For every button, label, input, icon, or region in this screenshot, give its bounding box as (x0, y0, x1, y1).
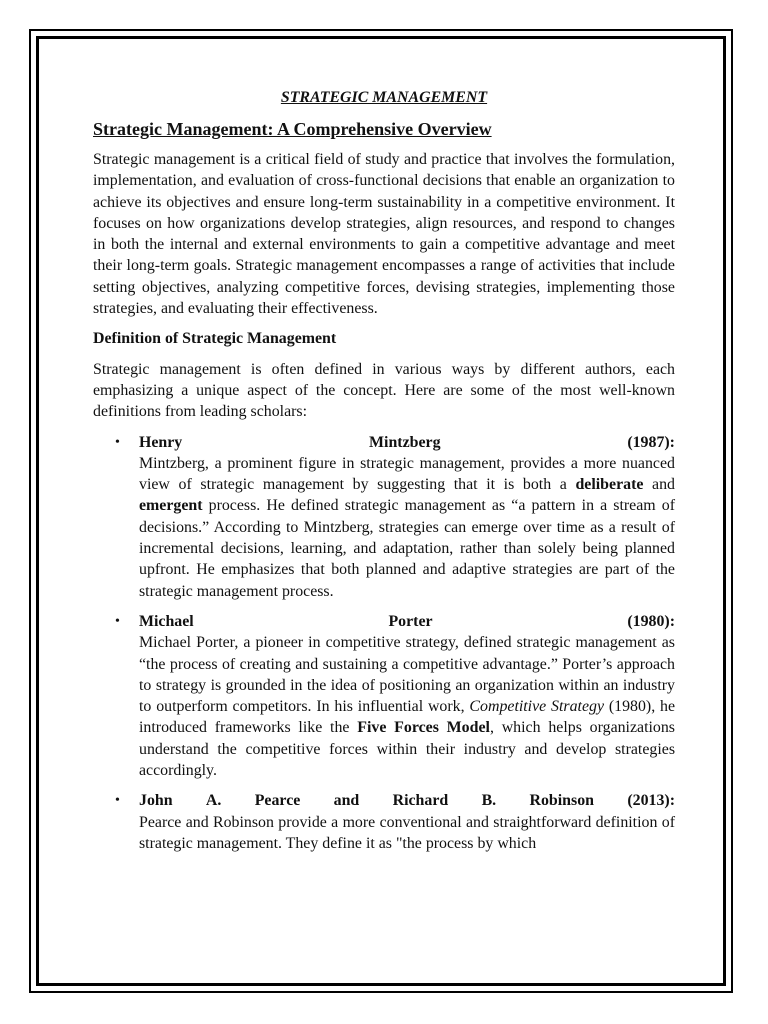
document-header: STRATEGIC MANAGEMENT (280, 89, 488, 106)
definition-author-heading (139, 432, 675, 453)
body-text: Pearce and Robinson provide a more conventional and straightforward definition of strategic management. They define it as "the process by which (139, 813, 675, 852)
body-text: Michael Porter, a pioneer in competitive strategy, defined strategic management as “the process of creating and sustaining a competitive advantage.” Porter’s approach to strategy is grounded in the idea of positioning an organization within an industry to outperform competitors. In his influential work, (139, 634, 675, 716)
bullet-icon: • (115, 613, 120, 629)
author-heading-word: A. (205, 792, 222, 810)
intro-paragraph: Strategic management is a critical field of study and practice that involves the formulation, implementation, and evaluation of cross-functional decisions that enable an organization to achieve its objectives and ensure long-term sustainability in a competitive environment. It focuses on how organizations develop strategies, align resources, and respond to changes in both the internal and external environments to gain a competitive advantage and meet their long-term goals. Strategic management encompasses a range of activities that include setting objectives, analyzing competitive forces, devising strategies, implementing those strategies, and evaluating their effectiveness. (93, 151, 675, 318)
definition-item (93, 611, 675, 781)
body-text: and (643, 476, 675, 494)
definition-body (139, 632, 675, 781)
author-heading-word: (2013): (627, 792, 675, 810)
author-heading-word: Michael (139, 612, 194, 630)
italic-title: Competitive Strategy (469, 698, 604, 716)
author-heading-word: John (139, 792, 173, 810)
author-heading-word: and (333, 792, 360, 810)
section-heading-definition: Definition of Strategic Management (93, 330, 337, 348)
author-heading-word: Robinson (529, 792, 594, 810)
author-heading-word: Porter (388, 612, 433, 630)
document-title: Strategic Management: A Comprehensive Overview (93, 119, 492, 139)
definition-author-heading (139, 790, 675, 811)
definitions-list (93, 432, 675, 855)
definition-item (93, 432, 675, 602)
author-heading-word: (1980): (627, 612, 675, 630)
author-heading-word: (1987): (627, 433, 675, 451)
document-body (93, 88, 675, 863)
definition-author-heading (139, 611, 675, 632)
bold-term: Five Forces Model (357, 719, 490, 737)
definition-body (139, 812, 675, 855)
author-heading-word: Richard (392, 792, 449, 810)
definition-intro-paragraph: Strategic management is often defined in various ways by different authors, each emphasizing a unique aspect of the concept. Here are some of the most well-known definitions from leading scholars: (93, 360, 675, 421)
body-text: Mintzberg, a prominent figure in strategic management, provides a more nuanced view of strategic management by suggesting that it is both a (139, 454, 675, 494)
author-heading-word: B. (481, 792, 497, 810)
body-text: process. He defined strategic management as “a pattern in a stream of decisions.” According to Mintzberg, strategies can emerge over time as a result of incremental decisions, learning, and adaptation, rather than solely being planned upfront. He emphasizes that both planned and adaptive strategies are part of the strategic management process. (139, 497, 675, 600)
definition-body (139, 453, 675, 602)
bold-term: emergent (139, 497, 203, 515)
definition-item (93, 790, 675, 854)
bullet-icon: • (115, 793, 120, 809)
bold-term: deliberate (575, 476, 644, 494)
author-heading-word: Henry (139, 433, 183, 451)
author-heading-word: Pearce (254, 792, 301, 810)
body-text: , which helps organizations understand the competitive forces within their industry and develop strategies accordingly. (139, 719, 675, 780)
body-text: (1980), he introduced frameworks like the (139, 698, 676, 737)
author-heading-word: Mintzberg (369, 433, 441, 451)
bullet-icon: • (115, 434, 120, 450)
